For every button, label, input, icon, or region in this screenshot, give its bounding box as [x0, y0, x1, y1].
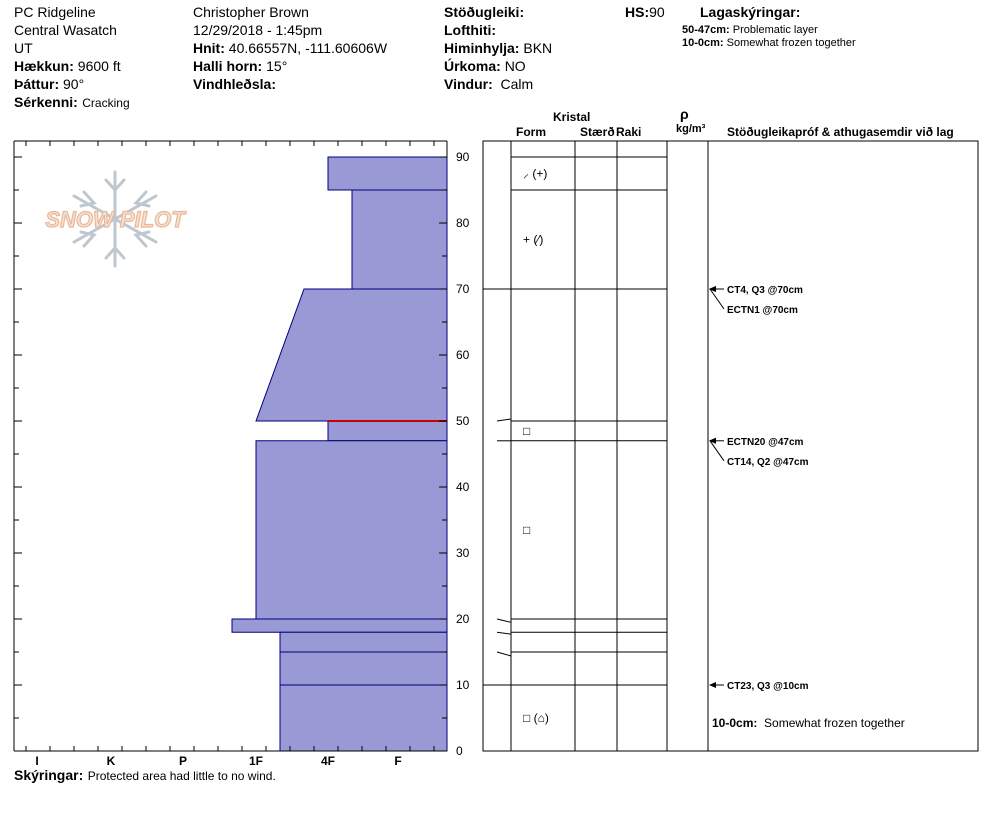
stability-test-label: ECTN1 @70cm: [727, 305, 798, 316]
sky-label: Himinhylja:: [444, 40, 520, 56]
crystal-form-label: ⸝ (+): [523, 166, 548, 181]
aspect-label: Þáttur:: [14, 76, 60, 92]
form-header: Form: [516, 125, 546, 139]
stability-test-label: CT14, Q2 @47cm: [727, 456, 809, 468]
table-depth-connector: [497, 632, 511, 634]
hs-label: HS:: [625, 4, 650, 20]
stability-tests: [709, 285, 809, 692]
hs-value: 90: [649, 4, 665, 20]
state: UT: [14, 40, 33, 56]
wind-loading-label: Vindhleðsla:: [193, 76, 276, 92]
precip-label: Úrkoma:: [444, 58, 501, 74]
footer-notes-label: Skýringar:: [14, 767, 84, 783]
depth-label: 50: [456, 414, 470, 428]
hardness-label: K: [106, 754, 116, 768]
stability-test-label: CT23, Q3 @10cm: [727, 681, 809, 692]
layer-notes-label: Lagaskýringar:: [700, 4, 801, 20]
wind-value: Calm: [500, 76, 534, 92]
layer-note-2-text: Somewhat frozen together: [726, 37, 856, 49]
footer-notes: [14, 768, 276, 784]
stability-test-label: CT4, Q3 @70cm: [727, 285, 803, 296]
depth-axis-labels: [456, 150, 470, 758]
hardness-layer: [280, 632, 447, 652]
hardness-layer: [328, 157, 447, 190]
features-label: Sérkenni:: [14, 94, 78, 110]
layer-comment-range: 10-0cm:: [712, 716, 758, 730]
size-header: Stærð: [580, 125, 615, 139]
moisture-header: Raki: [616, 125, 642, 139]
stability-test-label: ECTN20 @47cm: [727, 436, 804, 448]
hardness-layer: [256, 441, 447, 619]
hardness-label: F: [394, 754, 402, 768]
crystal-header: Kristal: [553, 110, 591, 124]
crystal-form-label: □: [523, 522, 531, 537]
depth-label: 80: [456, 216, 470, 230]
stability-label: Stöðugleiki:: [444, 4, 525, 20]
hardness-layer: [280, 685, 447, 751]
hardness-label: I: [35, 754, 39, 768]
depth-label: 70: [456, 282, 470, 296]
crystal-form-label: + (⁄): [523, 232, 544, 247]
depth-label: 60: [456, 348, 470, 362]
depth-label: 0: [456, 744, 463, 758]
features-value: Cracking: [82, 96, 130, 110]
wind-label: Vindur:: [444, 76, 493, 92]
depth-label: 20: [456, 612, 470, 626]
slope-value: 15°: [266, 58, 288, 74]
hardness-layer: [232, 619, 447, 632]
table-depth-connector: [497, 619, 511, 622]
hardness-layer: [352, 190, 447, 289]
hardness-label: 4F: [320, 754, 336, 768]
test-arrow-line: [710, 441, 724, 461]
layer-note-2-range: 10-0cm:: [682, 37, 724, 49]
crystal-form-label: □ (⌂): [523, 711, 549, 725]
hardness-layer: [328, 421, 447, 441]
mountain-range: Central Wasatch: [14, 22, 117, 38]
tests-header: Stöðugleikapróf & athugasemdir við lag: [727, 125, 954, 139]
table-depth-connector: [497, 652, 511, 656]
test-arrow-head: [709, 682, 716, 688]
density-symbol: ρ: [680, 106, 689, 122]
aspect-value: 90°: [63, 76, 85, 92]
table-depth-connector: [497, 419, 511, 421]
depth-label: 90: [456, 150, 470, 164]
test-arrow-head: [709, 438, 716, 444]
slope-label: Halli horn:: [193, 58, 263, 74]
hardness-axis-labels: [35, 754, 401, 768]
precip-value: NO: [504, 58, 526, 74]
layer-note-1-text: Problematic layer: [732, 24, 818, 36]
layer-comment: [712, 717, 905, 729]
location-name: PC Ridgeline: [14, 4, 96, 20]
depth-label: 30: [456, 546, 470, 560]
layer-note-1-range: 50-47cm:: [682, 24, 730, 36]
hardness-label: P: [178, 754, 188, 768]
crystal-form-label: □: [523, 423, 531, 438]
density-unit: kg/m³: [676, 123, 706, 135]
elevation-value: 9600 ft: [77, 58, 121, 74]
depth-label: 10: [456, 678, 470, 692]
coords-label: Hnit:: [193, 40, 225, 56]
test-arrow-line: [710, 289, 724, 309]
footer-notes-value: Protected area had little to no wind.: [87, 769, 276, 783]
crystal-forms: [523, 167, 549, 726]
hardness-layer: [280, 652, 447, 685]
hardness-layers: [232, 157, 447, 751]
observer-name: Christopher Brown: [193, 4, 309, 20]
logo-text: SNOW PILOT: [45, 207, 185, 232]
coords-value: 40.66557N, -111.60606W: [228, 40, 388, 56]
layer-comment-text: Somewhat frozen together: [764, 716, 905, 730]
snowpilot-logo: [45, 172, 186, 266]
sky-value: BKN: [523, 40, 553, 56]
depth-label: 40: [456, 480, 470, 494]
test-arrow-head: [709, 286, 716, 292]
air-temp-label: Lofthiti:: [444, 22, 497, 38]
hardness-layer: [256, 289, 447, 421]
hardness-label: 1F: [248, 754, 264, 768]
observation-datetime: 12/29/2018 - 1:45pm: [193, 22, 323, 38]
elevation-label: Hækkun:: [14, 58, 74, 74]
